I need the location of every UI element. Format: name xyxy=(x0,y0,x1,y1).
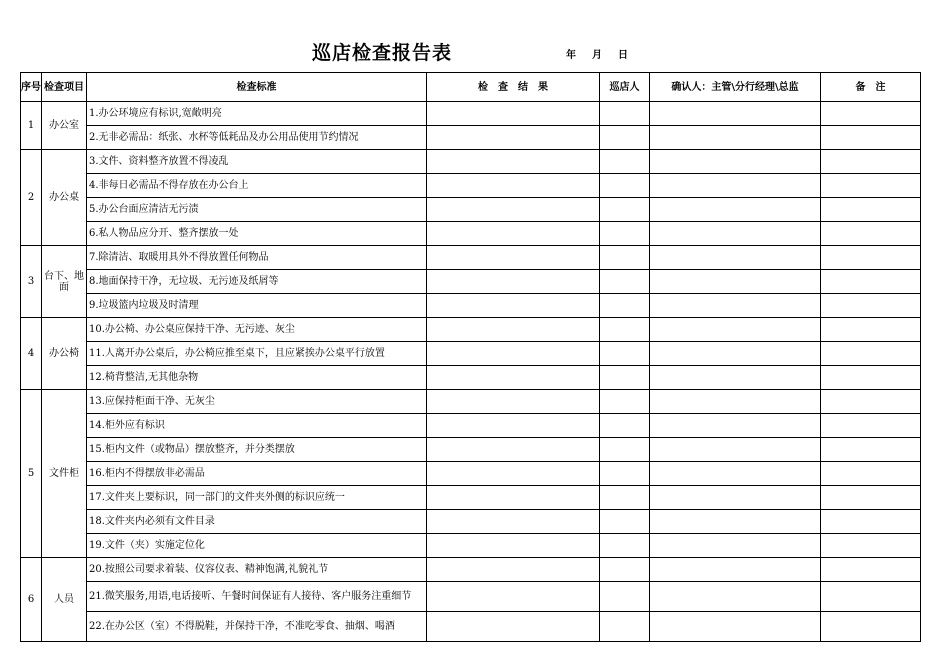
group-item: 台下、地面 xyxy=(42,246,87,318)
remark-cell[interactable] xyxy=(821,462,921,486)
result-cell[interactable] xyxy=(427,582,600,612)
remark-cell[interactable] xyxy=(821,102,921,126)
result-cell[interactable] xyxy=(427,318,600,342)
group-item: 办公室 xyxy=(42,102,87,150)
date-year-label: 年 xyxy=(566,50,576,61)
table-row xyxy=(21,270,921,294)
remark-cell[interactable] xyxy=(821,270,921,294)
table-row xyxy=(21,126,921,150)
group-item: 文件柜 xyxy=(42,390,87,558)
inspector-cell[interactable] xyxy=(600,462,650,486)
remark-cell[interactable] xyxy=(821,534,921,558)
remark-cell[interactable] xyxy=(821,126,921,150)
inspector-cell[interactable] xyxy=(600,612,650,642)
inspector-cell[interactable] xyxy=(600,222,650,246)
standard-cell: 4.非每日必需品不得存放在办公台上 xyxy=(87,174,427,198)
confirmer-cell[interactable] xyxy=(650,366,821,390)
confirmer-cell[interactable] xyxy=(650,438,821,462)
table-row xyxy=(21,582,921,612)
confirmer-cell[interactable] xyxy=(650,102,821,126)
confirmer-cell[interactable] xyxy=(650,222,821,246)
remark-cell[interactable] xyxy=(821,318,921,342)
table-row xyxy=(21,222,921,246)
result-cell[interactable] xyxy=(427,126,600,150)
header-inspector: 巡店人 xyxy=(600,73,650,102)
table-row xyxy=(21,150,921,174)
standard-cell: 5.办公台面应清洁无污渍 xyxy=(87,198,427,222)
confirmer-cell[interactable] xyxy=(650,174,821,198)
remark-cell[interactable] xyxy=(821,222,921,246)
confirmer-cell[interactable] xyxy=(650,390,821,414)
inspector-cell[interactable] xyxy=(600,438,650,462)
group-seq: 4 xyxy=(21,318,42,390)
remark-cell[interactable] xyxy=(821,558,921,582)
table-row xyxy=(21,414,921,438)
inspector-cell[interactable] xyxy=(600,486,650,510)
standard-cell: 10.办公椅、办公桌应保持干净、无污迹、灰尘 xyxy=(87,318,427,342)
table-row xyxy=(21,246,921,270)
header-item: 检查项目 xyxy=(42,73,87,102)
confirmer-cell[interactable] xyxy=(650,126,821,150)
result-cell[interactable] xyxy=(427,486,600,510)
standard-cell: 14.柜外应有标识 xyxy=(87,414,427,438)
page-bottom xyxy=(0,652,950,672)
group-item: 办公椅 xyxy=(42,318,87,390)
standard-cell: 7.除清洁、取暖用具外不得放置任何物品 xyxy=(87,246,427,270)
confirmer-cell[interactable] xyxy=(650,198,821,222)
standard-cell: 13.应保持柜面干净、无灰尘 xyxy=(87,390,427,414)
confirmer-cell[interactable] xyxy=(650,414,821,438)
remark-cell[interactable] xyxy=(821,414,921,438)
group-seq: 6 xyxy=(21,558,42,642)
date-day-label: 日 xyxy=(618,50,628,61)
confirmer-cell[interactable] xyxy=(650,510,821,534)
table-row xyxy=(21,534,921,558)
table-row xyxy=(21,174,921,198)
table-row xyxy=(21,390,921,414)
confirmer-cell[interactable] xyxy=(650,486,821,510)
result-cell[interactable] xyxy=(427,102,600,126)
group-item: 人员 xyxy=(42,558,87,642)
header-standard: 检查标准 xyxy=(87,73,427,102)
standard-cell: 20.按照公司要求着装、仪容仪表、精神饱满,礼貌礼节 xyxy=(87,558,427,582)
table-row xyxy=(21,612,921,642)
standard-cell: 19.文件（夹）实施定位化 xyxy=(87,534,427,558)
inspector-cell[interactable] xyxy=(600,534,650,558)
result-cell[interactable] xyxy=(427,342,600,366)
inspector-cell[interactable] xyxy=(600,582,650,612)
table-row xyxy=(21,294,921,318)
remark-cell[interactable] xyxy=(821,486,921,510)
result-cell[interactable] xyxy=(427,534,600,558)
result-cell[interactable] xyxy=(427,150,600,174)
inspector-cell[interactable] xyxy=(600,246,650,270)
remark-cell[interactable] xyxy=(821,342,921,366)
inspector-cell[interactable] xyxy=(600,510,650,534)
standard-cell: 18.文件夹内必须有文件目录 xyxy=(87,510,427,534)
result-cell[interactable] xyxy=(427,270,600,294)
standard-cell: 8.地面保持干净，无垃圾、无污迹及纸屑等 xyxy=(87,270,427,294)
remark-cell[interactable] xyxy=(821,246,921,270)
date-month-label: 月 xyxy=(592,50,602,61)
standard-cell: 2.无非必需品：纸张、水杯等低耗品及办公用品使用节约情况 xyxy=(87,126,427,150)
table-row xyxy=(21,366,921,390)
standard-cell: 12.椅背整洁,无其他杂物 xyxy=(87,366,427,390)
confirmer-cell[interactable] xyxy=(650,582,821,612)
header-remark: 备 注 xyxy=(821,73,921,102)
header-result: 检 查 结 果 xyxy=(427,73,600,102)
remark-cell[interactable] xyxy=(821,150,921,174)
result-cell[interactable] xyxy=(427,558,600,582)
inspector-cell[interactable] xyxy=(600,318,650,342)
result-cell[interactable] xyxy=(427,294,600,318)
group-seq: 5 xyxy=(21,390,42,558)
result-cell[interactable] xyxy=(427,612,600,642)
inspector-cell[interactable] xyxy=(600,342,650,366)
inspector-cell[interactable] xyxy=(600,150,650,174)
table-row xyxy=(21,438,921,462)
inspector-cell[interactable] xyxy=(600,414,650,438)
remark-cell[interactable] xyxy=(821,294,921,318)
group-seq: 2 xyxy=(21,150,42,246)
standard-cell: 9.垃圾篮内垃圾及时清理 xyxy=(87,294,427,318)
inspector-cell[interactable] xyxy=(600,102,650,126)
group-seq: 3 xyxy=(21,246,42,318)
standard-cell: 1.办公环境应有标识,宽敞明亮 xyxy=(87,102,427,126)
table-row xyxy=(21,318,921,342)
confirmer-cell[interactable] xyxy=(650,150,821,174)
header-seq: 序号 xyxy=(21,73,42,102)
group-item: 办公桌 xyxy=(42,150,87,246)
inspector-cell[interactable] xyxy=(600,126,650,150)
remark-cell[interactable] xyxy=(821,612,921,642)
standard-cell: 16.柜内不得摆放非必需品 xyxy=(87,462,427,486)
standard-cell: 3.文件、资料整齐放置不得凌乱 xyxy=(87,150,427,174)
standard-cell: 22.在办公区（室）不得脱鞋，并保持干净，不准吃零食、抽烟、喝酒 xyxy=(87,612,427,642)
inspector-cell[interactable] xyxy=(600,270,650,294)
result-cell[interactable] xyxy=(427,438,600,462)
result-cell[interactable] xyxy=(427,174,600,198)
remark-cell[interactable] xyxy=(821,366,921,390)
result-cell[interactable] xyxy=(427,198,600,222)
table-row xyxy=(21,102,921,126)
result-cell[interactable] xyxy=(427,510,600,534)
confirmer-cell[interactable] xyxy=(650,342,821,366)
inspector-cell[interactable] xyxy=(600,366,650,390)
table-row xyxy=(21,462,921,486)
header-confirmer: 确认人：主管\分行经理\总监 xyxy=(650,73,821,102)
result-cell[interactable] xyxy=(427,246,600,270)
inspector-cell[interactable] xyxy=(600,390,650,414)
inspector-cell[interactable] xyxy=(600,558,650,582)
confirmer-cell[interactable] xyxy=(650,318,821,342)
table-row xyxy=(21,510,921,534)
inspector-cell[interactable] xyxy=(600,198,650,222)
remark-cell[interactable] xyxy=(821,390,921,414)
group-seq: 1 xyxy=(21,102,42,150)
result-cell[interactable] xyxy=(427,414,600,438)
result-cell[interactable] xyxy=(427,390,600,414)
confirmer-cell[interactable] xyxy=(650,462,821,486)
inspector-cell[interactable] xyxy=(600,294,650,318)
result-cell[interactable] xyxy=(427,366,600,390)
page-title: 巡店检查报告表 xyxy=(312,42,453,64)
remark-cell[interactable] xyxy=(821,198,921,222)
table-row xyxy=(21,198,921,222)
inspection-table xyxy=(20,72,921,642)
confirmer-cell[interactable] xyxy=(650,534,821,558)
confirmer-cell[interactable] xyxy=(650,558,821,582)
table-row xyxy=(21,342,921,366)
table-row xyxy=(21,558,921,582)
result-cell[interactable] xyxy=(427,462,600,486)
table-row xyxy=(21,486,921,510)
inspector-cell[interactable] xyxy=(600,174,650,198)
standard-cell: 21.微笑服务,用语,电话接听、午餐时间保证有人接待、客户服务注重细节 xyxy=(87,582,427,612)
standard-cell: 17.文件夹上要标识，同一部门的文件夹外侧的标识应统一 xyxy=(87,486,427,510)
confirmer-cell[interactable] xyxy=(650,294,821,318)
remark-cell[interactable] xyxy=(821,174,921,198)
confirmer-cell[interactable] xyxy=(650,270,821,294)
confirmer-cell[interactable] xyxy=(650,612,821,642)
standard-cell: 11.人离开办公桌后，办公椅应推至桌下，且应紧挨办公桌平行放置 xyxy=(87,342,427,366)
standard-cell: 6.私人物品应分开、整齐摆放一处 xyxy=(87,222,427,246)
result-cell[interactable] xyxy=(427,222,600,246)
standard-cell: 15.柜内文件（或物品）摆放整齐，并分类摆放 xyxy=(87,438,427,462)
remark-cell[interactable] xyxy=(821,438,921,462)
remark-cell[interactable] xyxy=(821,510,921,534)
remark-cell[interactable] xyxy=(821,582,921,612)
confirmer-cell[interactable] xyxy=(650,246,821,270)
